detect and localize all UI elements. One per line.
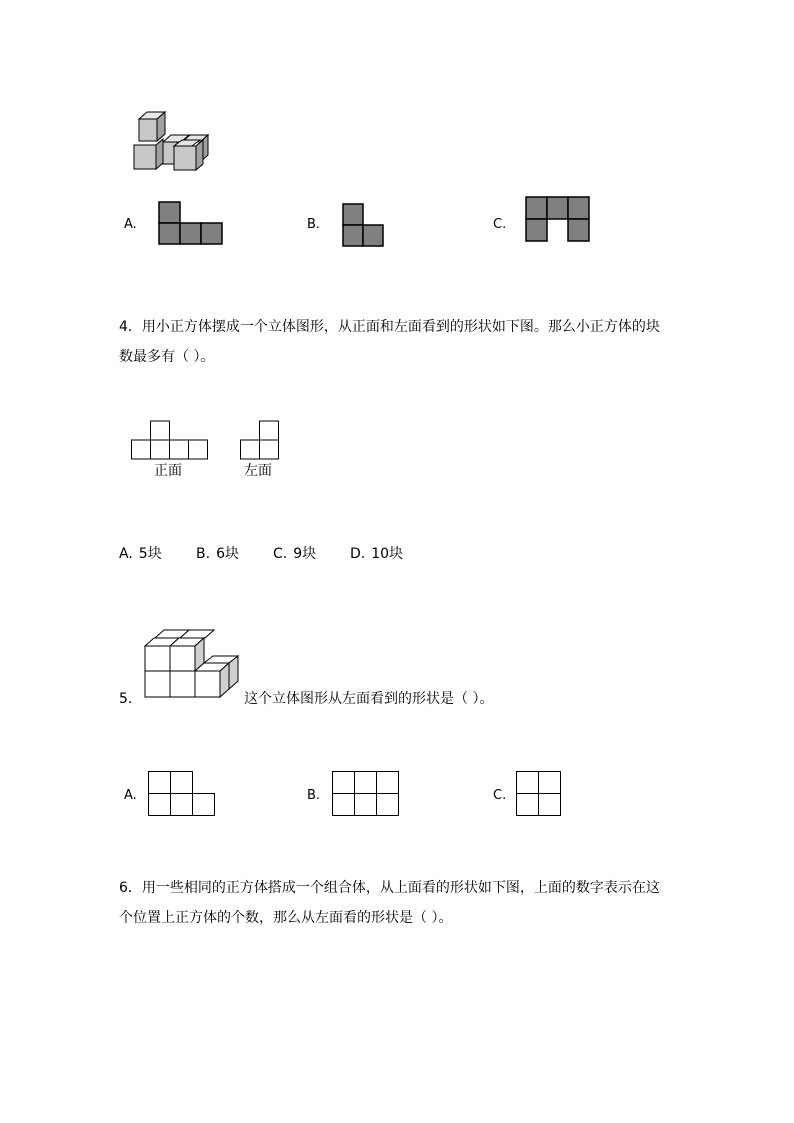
q3-option-a-shape[interactable] — [158, 201, 224, 245]
q5-option-a-label: A. — [124, 788, 137, 803]
q4-left-label: 左面 — [244, 463, 272, 479]
q4-front-view — [131, 420, 209, 462]
q5-number: 5． — [119, 691, 142, 707]
q3-option-b-shape[interactable] — [342, 203, 386, 247]
q5-option-c-label: C. — [493, 788, 507, 803]
q3-option-c-shape[interactable] — [525, 196, 591, 242]
q4-choice-c[interactable] — [273, 544, 316, 564]
q4-text-line2: 数最多有（ ）。 — [119, 349, 215, 365]
q6-text-line1: 6．用一些相同的正方体搭成一个组合体，从上面看的形状如下图，上面的数字表示在这 — [119, 880, 660, 896]
q6-text-line2: 个位置上正方体的个数，那么从左面看的形状是（ ）。 — [119, 910, 453, 926]
q4-choice-c-letter: C. — [273, 546, 288, 562]
q5-option-c-shape[interactable] — [515, 770, 563, 817]
q4-choice-b-letter: B. — [196, 546, 211, 562]
q4-choice-a-value: 5块 — [138, 546, 162, 562]
q4-choice-a[interactable] — [119, 544, 162, 564]
q3-option-b-label: B. — [307, 217, 321, 232]
q3-option-a-label: A. — [124, 217, 137, 232]
q4-choice-d[interactable] — [350, 544, 403, 564]
q4-left-view — [240, 420, 280, 462]
q3-option-c-label: C. — [493, 217, 507, 232]
q4-choice-d-letter: D. — [350, 546, 366, 562]
q5-option-b-label: B. — [307, 788, 321, 803]
q3-cube-figure — [130, 110, 212, 172]
q4-front-label: 正面 — [154, 463, 182, 479]
q5-option-b-shape[interactable] — [331, 770, 401, 817]
q4-text-line1: 4．用小正方体摆成一个立体图形，从正面和左面看到的形状如下图。那么小正方体的块 — [119, 319, 660, 335]
q4-choice-d-value: 10块 — [371, 546, 404, 562]
q4-choice-b-value: 6块 — [216, 546, 239, 562]
q5-cube-figure — [143, 628, 241, 700]
q5-question-text: 这个立体图形从左面看到的形状是（ ）。 — [244, 691, 494, 707]
q5-option-a-shape[interactable] — [147, 770, 217, 817]
q4-choice-c-value: 9块 — [293, 546, 317, 562]
q4-choice-a-letter: A. — [119, 546, 133, 562]
q4-choice-b[interactable] — [196, 544, 239, 564]
